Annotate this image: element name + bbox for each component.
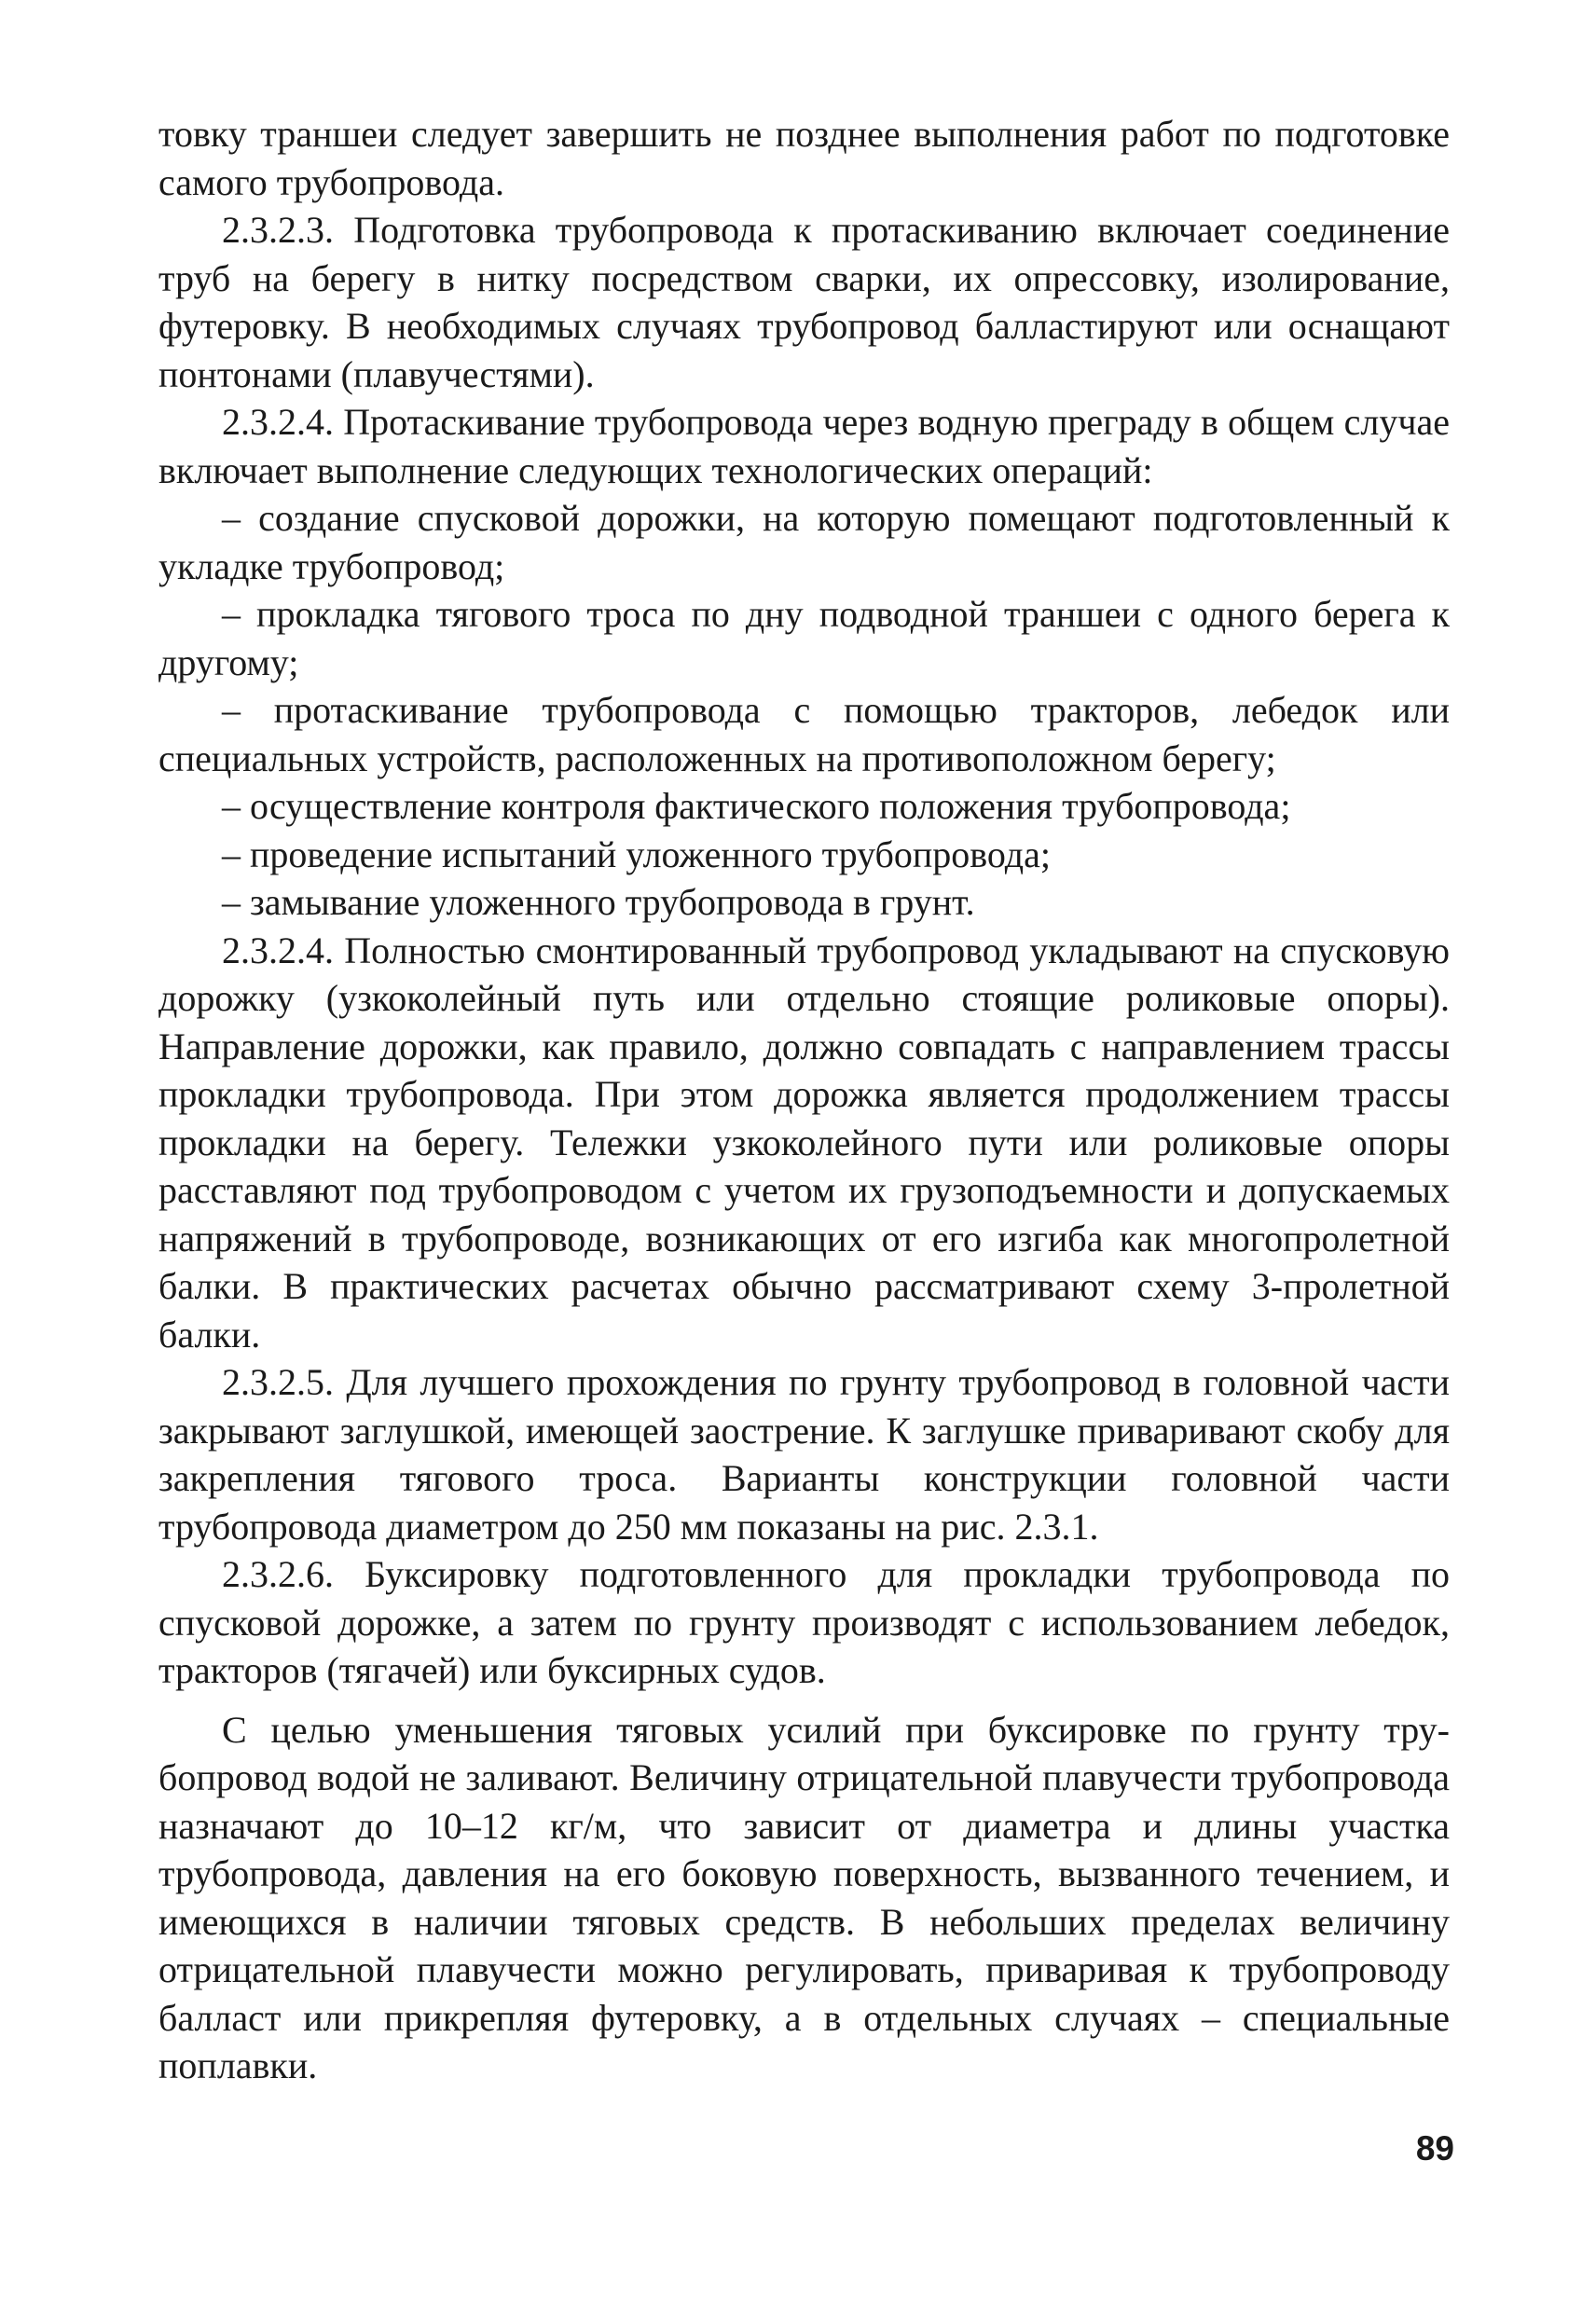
paragraph-2-3-2-3: 2.3.2.3. Подготовка трубопровода к протаскиванию включает соединение труб на берегу в нитку посредством сварки, их опрессовку, изолирование, футеровку. В необходимых случаях трубопровод балластируют или оснащают понтонами (плавучестями). (158, 209, 1450, 395)
list-item: – создание спусковой дорожки, на которую помещают подготовленный к укладке трубопровод; (158, 497, 1450, 587)
paragraph-2-3-2-6: 2.3.2.6. Буксировку подготовленного для прокладки трубопровода по спусковой дорожке, а затем по грунту производят с использованием лебедок, тракторов (тягачей) или буксирных судов. (158, 1553, 1450, 1691)
list-item: – замывание уложенного трубопровода в грунт. (222, 881, 975, 923)
paragraph-2-3-2-4-intro: 2.3.2.4. Протаскивание трубопровода через водную преграду в общем случае включает выполнение следующих технологических операций: (158, 401, 1450, 491)
list-item: – проведение испытаний уложенного трубопровода; (222, 833, 1051, 875)
page-number: 89 (1415, 2129, 1454, 2168)
list-item: – осуществление контроля фактического положения трубопровода; (222, 785, 1291, 827)
paragraph-2-3-2-4: 2.3.2.4. Полностью смонтированный трубопровод укладывают на спусковую дорожку (узкоколейный путь или отдельно стоящие роликовые опоры). Направление дорожки, как правило, должно совпадать с направлением трассы прокладки трубопровода. При этом дорожка является продолжением трассы прокладки на берегу. Тележки узкоколейного пути или роликовые опоры расставляют под трубопроводом с учетом их грузоподъемности и допускаемых напряжений в трубопроводе, возникающих от его изгиба как многопролетной балки. В практических расчетах обычно рассматривают схему 3-пролетной балки. (158, 929, 1450, 1356)
page-body (158, 110, 1450, 2090)
paragraph-continuation: товку траншеи следует завершить не позднее выполнения работ по подготовке самого трубопровода. (158, 113, 1450, 203)
paragraph-buoyancy: С целью уменьшения тяговых усилий при буксировке по грунту трубопровод водой не заливают. Величину отрицательной плавучести трубопровода назначают до 10–12 кг/м, что зависит от диаметра и длины участка трубопровода, давления на его боковую поверхность, вызванного течением, и имеющихся в наличии тяговых средств. В небольших пределах величину отрицательной плавучести можно регулировать, приваривая к трубопроводу балласт или прикрепляя футеровку, а в отдельных случаях – специальные поплавки. (158, 1708, 1450, 2086)
paragraph-2-3-2-5: 2.3.2.5. Для лучшего прохождения по грунту трубопровод в головной части закрывают заглушкой, имеющей заострение. К заглушке приваривают скобу для закрепления тягового троса. Варианты конструкции головной части трубопровода диаметром до 250 мм показаны на рис. 2.3.1. (158, 1361, 1450, 1548)
list-item: – протаскивание трубопровода с помощью тракторов, лебедок или специальных устройств, расположенных на противоположном берегу; (158, 689, 1450, 779)
list-item: – прокладка тягового троса по дну подводной траншеи с одного берега к другому; (158, 593, 1450, 683)
